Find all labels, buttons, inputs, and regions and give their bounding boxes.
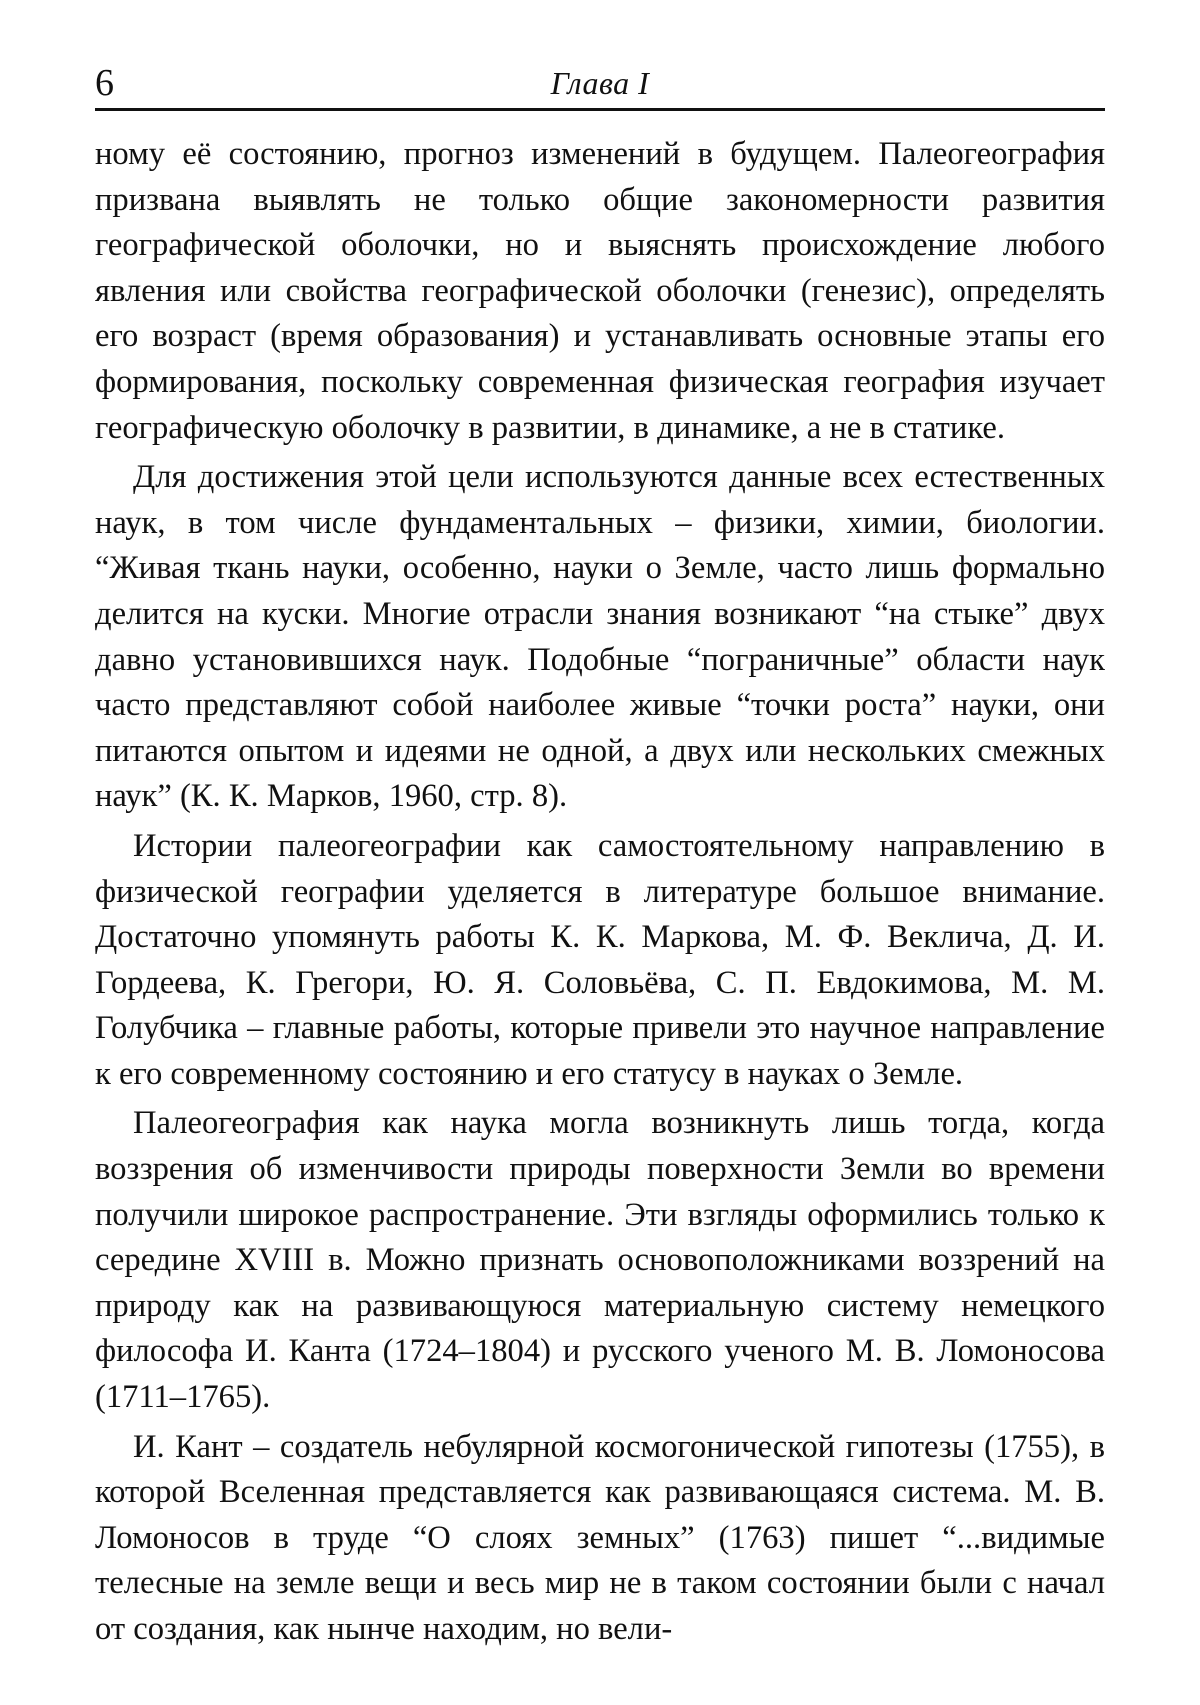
paragraph-5: И. Кант – создатель небулярной космогонической гипотезы (1755), в которой Вселенная представляется как развивающаяся система. М. В. Ломоносов в труде “О слоях земных” (1763) пишет “...видимые телесные на земле вещи и весь мир не в таком состоянии были с начал от создания, как нынче находим, но вели- [95,1428,1105,1647]
header-rule [95,108,1105,111]
body-text [95,132,1105,1653]
paragraph-2: Для достижения этой цели используются данные всех естественных наук, в том числе фундаментальных – физики, химии, биологии. “Живая ткань науки, особенно, науки о Земле, часто лишь формально делится на куски. Многие отрасли знания возникают “на стыке” двух давно установившихся наук. Подобные “пограничные” области наук часто представляют собой наиболее живые “точки роста” науки, они питаются опытом и идеями не одной, а двух или нескольких смежных наук” (К. К. Марков, 1960, стр. 8). [95,459,1105,815]
paragraph-1: ному её состоянию, прогноз изменений в будущем. Палеогеография призвана выявлять не только общие закономерности развития географической оболочки, но и выяснять происхождение любого явления или свойства географической оболочки (генезис), определять его возраст (время образования) и устанавливать основные этапы его формирования, поскольку современная физическая география изучает географическую оболочку в развитии, в динамике, а не в статике. [95,136,1105,446]
paragraph-4: Палеогеография как наука могла возникнуть лишь тогда, когда воззрения об изменчивости природы поверхности Земли во времени получили широкое распространение. Эти взгляды оформились только к середине XVIII в. Можно признать основоположниками воззрений на природу как на развивающуюся материальную систему немецкого философа И. Канта (1724–1804) и русского ученого М. В. Ломоносова (1711–1765). [95,1105,1105,1416]
page-number: 6 [95,62,114,104]
paragraph-3: Истории палеогеографии как самостоятельному направлению в физической географии уделяется в литературе большое внимание. Достаточно упомянуть работы К. К. Маркова, М. Ф. Веклича, Д. И. Гордеева, К. Грегори, Ю. Я. Соловьёва, С. П. Евдокимова, М. М. Голубчика – главные работы, которые привели это научное направление к его современному состоянию и его статусу в науках о Земле. [95,827,1105,1092]
chapter-title: Глава I [550,65,650,101]
running-head [95,58,1105,108]
